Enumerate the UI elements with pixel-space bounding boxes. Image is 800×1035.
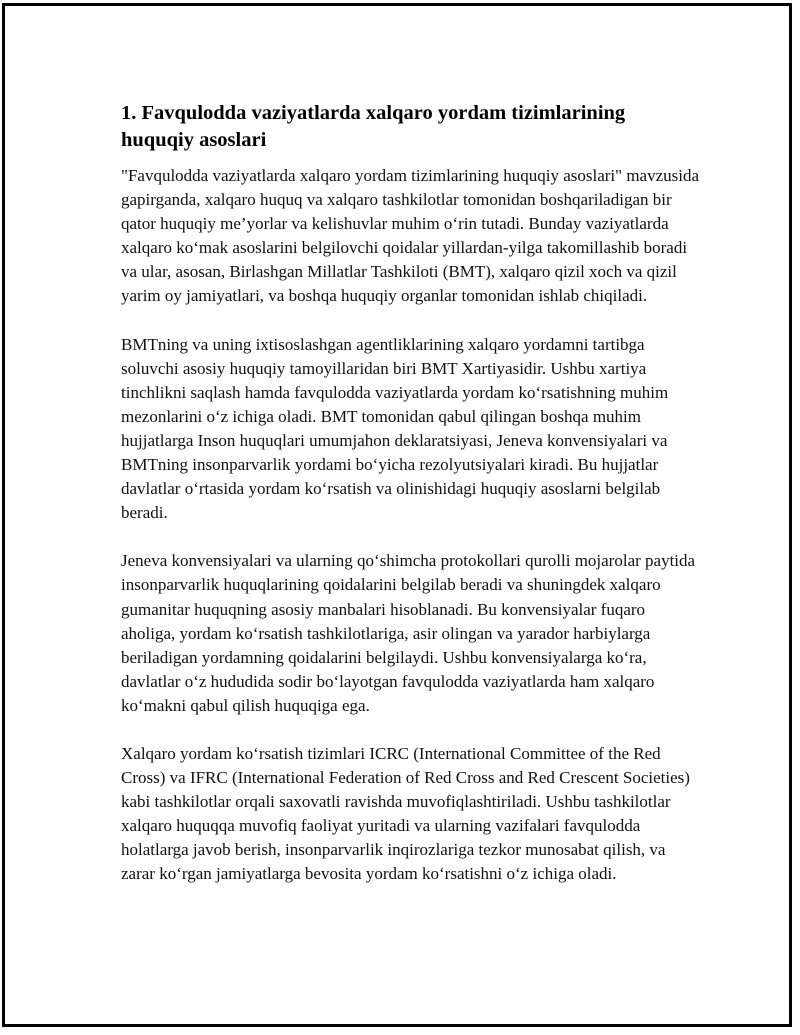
document-body — [121, 100, 701, 911]
paragraph-2: BMTning va uning ixtisoslashgan agentliklarining xalqaro yordamni tartibga soluvchi asosiy huquqiy tamoyillaridan biri BMT Xartiyasidir. Ushbu xartiya tinchlikni saqlash hamda favqulodda vaziyatlarda yordam ko‘rsatishning muhim mezonlarini o‘z ichiga oladi. BMT tomonidan qabul qilingan boshqa muhim hujjatlarga Inson huquqlari umumjahon deklaratsiyasi, Jeneva konvensiyalari va BMTning insonparvarlik yordami bo‘yicha rezolyutsiyalari kiradi. Bu hujjatlar davlatlar o‘rtasida yordam ko‘rsatish va olinishidagi huquqiy asoslarni belgilab beradi. — [121, 334, 669, 523]
paragraph-4: Xalqaro yordam ko‘rsatish tizimlari ICRC (International Committee of the Red Cross) va IFRC (International Federation of Red Cross and Red Crescent Societies) kabi tashkilotlar orqali saxovatli ravishda muvofiqlashtiriladi. Ushbu tashkilotlar xalqaro huquqqa muvofiq faoliyat yuritadi va ularning vazifalari favqulodda holatlarga javob berish, insonparvarlik inqirozlariga tezkor munosabat qilish, va zarar ko‘rgan jamiyatlarga bevosita yordam ko‘rsatishni o‘z ichiga oladi. — [121, 743, 690, 884]
paragraph-3: Jeneva konvensiyalari va ularning qo‘shimcha protokollari qurolli mojarolar paytida insonparvarlik huquqlarining qoidalarini belgilab beradi va shuningdek xalqaro gumanitar huquqning asosiy manbalari hisoblanadi. Bu konvensiyalar fuqaro aholiga, yordam ko‘rsatish tashkilotlariga, asir olingan va yarador harbiylarga beriladigan yordamning qoidalarini belgilaydi. Ushbu konvensiyalarga ko‘ra, davlatlar o‘z hududida sodir bo‘layotgan favqulodda vaziyatlarda ham xalqaro ko‘makni qabul qilish huquqiga ega. — [121, 551, 696, 715]
paragraph-1: "Favqulodda vaziyatlarda xalqaro yordam tizimlarining huquqiy asoslari" mavzusida gapirganda, xalqaro huquq va xalqaro tashkilotlar tomonidan boshqariladigan bir qator huquqiy me’yorlar va kelishuvlar muhim o‘rin tutadi. Bunday vaziyatlarda xalqaro ko‘mak asoslarini belgilovchi qoidalar yillardan-yilga takomillashib boradi va ular, asosan, Birlashgan Millatlar Tashkiloti (BMT), xalqaro qizil xoch va qizil yarim oy jamiyatlari, va boshqa huquqiy organlar tomonidan ishlab chiqiladi. — [121, 166, 700, 306]
page-frame — [2, 3, 792, 1027]
section-heading: 1. Favqulodda vaziyatlarda xalqaro yordam tizimlarining huquqiy asoslari — [121, 102, 626, 151]
